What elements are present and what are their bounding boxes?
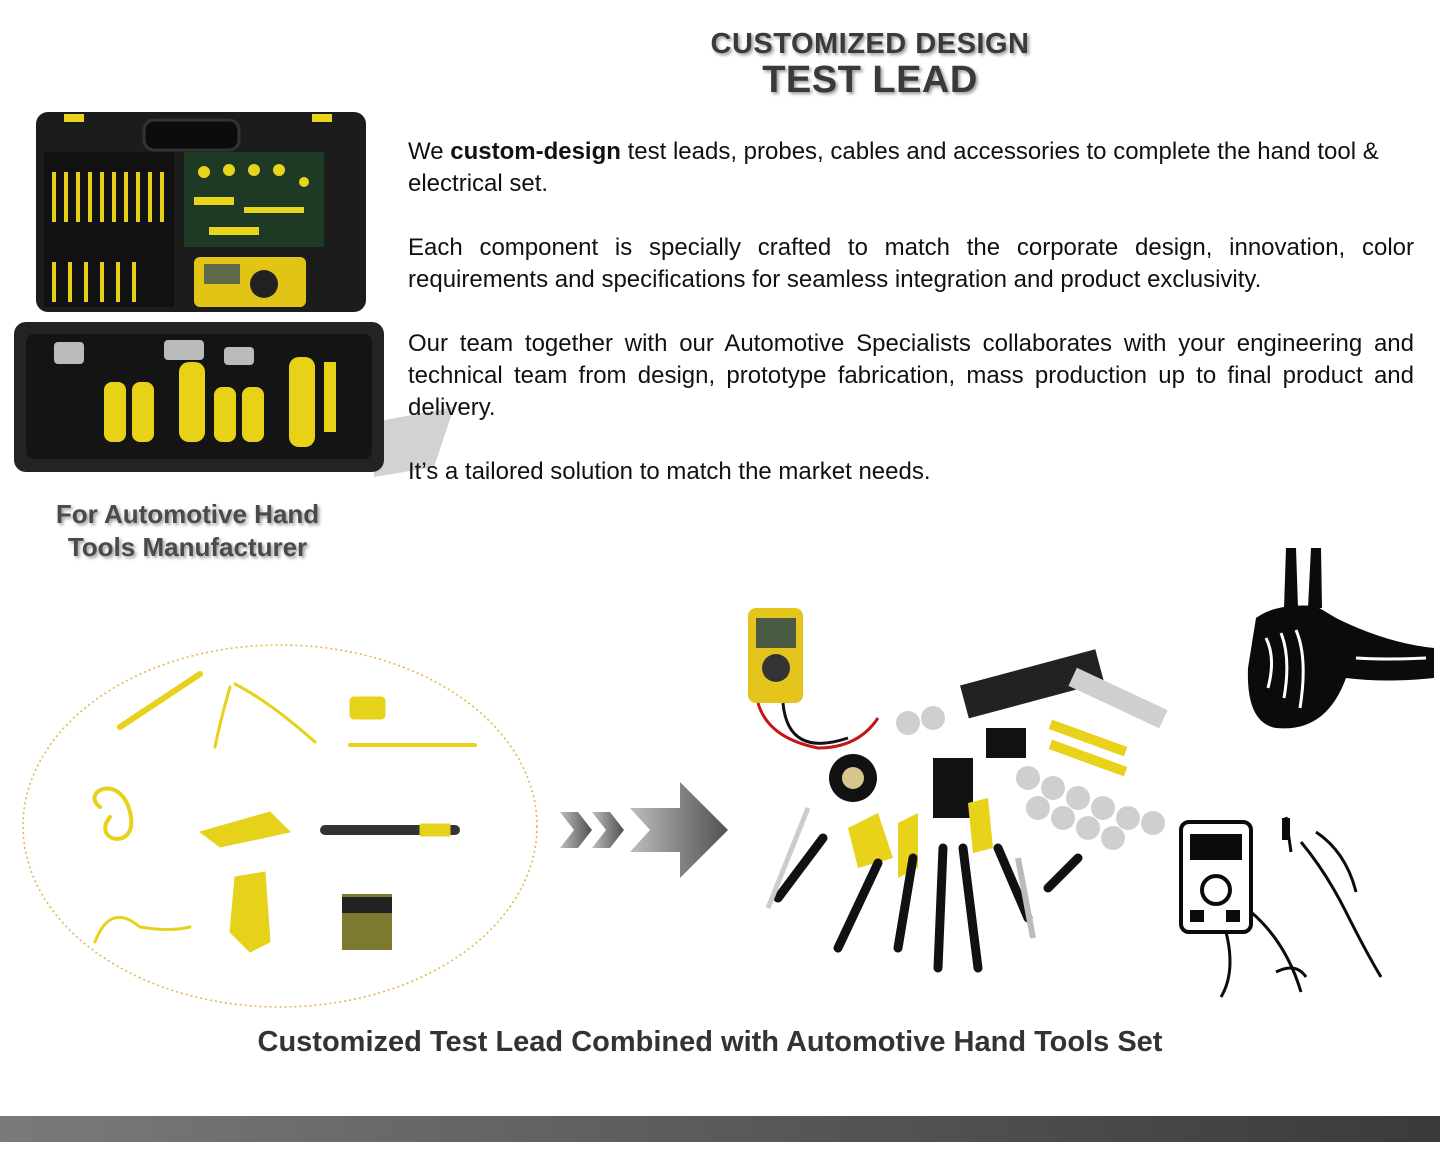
caption-line-2: Tools Manufacturer	[67, 532, 308, 562]
title-line-1: CUSTOMIZED DESIGN	[710, 28, 1030, 60]
p1-text-before: We	[408, 138, 451, 165]
hand-with-multimeter-sketch-image	[1176, 812, 1396, 1002]
paragraph-2: Each component is specially crafted to match the corporate design, innovation, color requirements and specifications for seamless integration and product exclusivity.	[408, 234, 1414, 293]
title-line-2: TEST LEAD	[762, 59, 978, 101]
footer-gradient-bar	[0, 1116, 1440, 1142]
caption-line-1: For Automotive Hand	[55, 499, 320, 529]
toolbox-caption	[30, 498, 345, 564]
description-text	[408, 136, 1414, 520]
page-title	[620, 28, 1120, 100]
bottom-caption: Customized Test Lead Combined with Automotive Hand Tools Set	[257, 1026, 1163, 1058]
paragraph-3: Our team together with our Automotive Specialists collaborates with your engineering and technical team from design, prototype fabrication, mass production up to final product and delivery.	[408, 330, 1414, 421]
test-lead-components-image	[20, 642, 540, 1010]
p1-text-after: test leads, probes, cables and accessories to complete the hand tool & electrical set.	[408, 138, 1379, 197]
direction-arrows-icon	[560, 782, 728, 878]
hand-with-pliers-sketch-image	[1236, 548, 1436, 748]
p1-bold-text: custom-design	[450, 138, 621, 165]
paragraph-4: It’s a tailored solution to match the market needs.	[408, 458, 931, 485]
hand-tools-set-image	[728, 598, 1198, 988]
paragraph-1	[408, 136, 1414, 200]
toolbox-case-image	[14, 112, 454, 492]
